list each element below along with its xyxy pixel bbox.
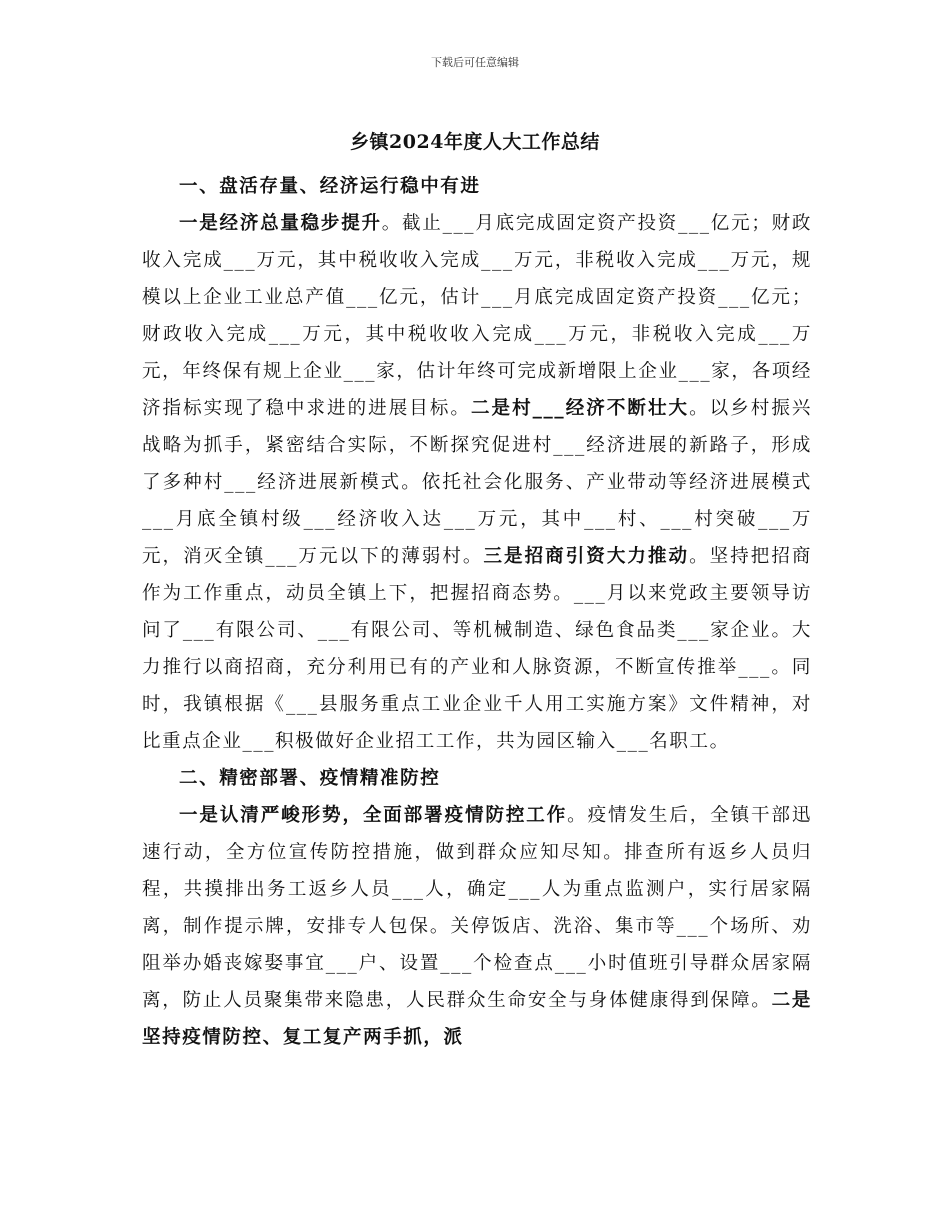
paragraph-run: 。坚持把招商作为工作重点，动员全镇上下，把握招商态势。___月以来党政主要领导访问了___有限公司、___有限公司、等机械制造、绿色食品类___家企业。大力推行以商招商，充分利用已有的产业和人脉资源，不断宣传推举___。同时，我镇根据《___县服务重点工业企业千人用工实施方案》文件精神，对比重点企业___积极做好企业招工工作，共为园区输入___名职工。 xyxy=(142,546,812,752)
section-paragraph-2 xyxy=(142,797,812,1056)
paragraph-run: 。截止___月底完成固定资产投资___亿元；财政收入完成___万元，其中税收收入完成___万元，非税收入完成___万元，规模以上企业工业总产值___亿元，估计___月底完成固定资产投资___亿元；财政收入完成___万元，其中税收收入完成___万元，非税收入完成___万元，年终保有规上企业___家，估计年终可完成新增限上企业___家，各项经济指标实现了稳中求进的进展目标。 xyxy=(142,213,812,419)
paragraph-run: 二是村___经济不断壮大 xyxy=(471,398,690,419)
section-paragraph-1 xyxy=(142,205,812,760)
paragraph-run: 二是坚持疫情防控、复工复产两手抓，派 xyxy=(142,990,813,1048)
paragraph-run: 一是经济总量稳步提升 xyxy=(179,213,382,234)
paragraph-run: 。以乡村振兴战略为抓手，紧密结合实际，不断探究促进村___经济进展的新路子，形成了多种村___经济进展新模式。依托社会化服务、产业带动等经济进展模式___月底全镇村级___经济收入达___万元，其中___村、___村突破___万元，消灭全镇___万元以下的薄弱村。 xyxy=(142,398,812,567)
paragraph-run: 。疫情发生后，全镇干部迅速行动，全方位宣传防控措施，做到群众应知尽知。排查所有返乡人员归程，共摸排出务工返乡人员___人，确定___人为重点监测户，实行居家隔离，制作提示牌，安排专人包保。关停饭店、洗浴、集市等___个场所、劝阻举办婚丧嫁娶事宜___户、设置___个检查点___小时值班引导群众居家隔离，防止人员聚集带来隐患，人民群众生命安全与身体健康得到保障。 xyxy=(142,805,812,1011)
document-body xyxy=(142,168,812,1056)
paragraph-run: 三是招商引资大力推动 xyxy=(483,546,690,567)
document-title: 乡镇2024年度人大工作总结 xyxy=(350,131,600,153)
page-header-note: 下载后可任意编辑 xyxy=(431,56,519,69)
section-heading-1: 一、盘活存量、经济运行稳中有进 xyxy=(179,176,481,197)
section-heading-2: 二、精密部署、疫情精准防控 xyxy=(179,768,441,789)
paragraph-run: 一是认清严峻形势，全面部署疫情防控工作 xyxy=(179,805,568,826)
